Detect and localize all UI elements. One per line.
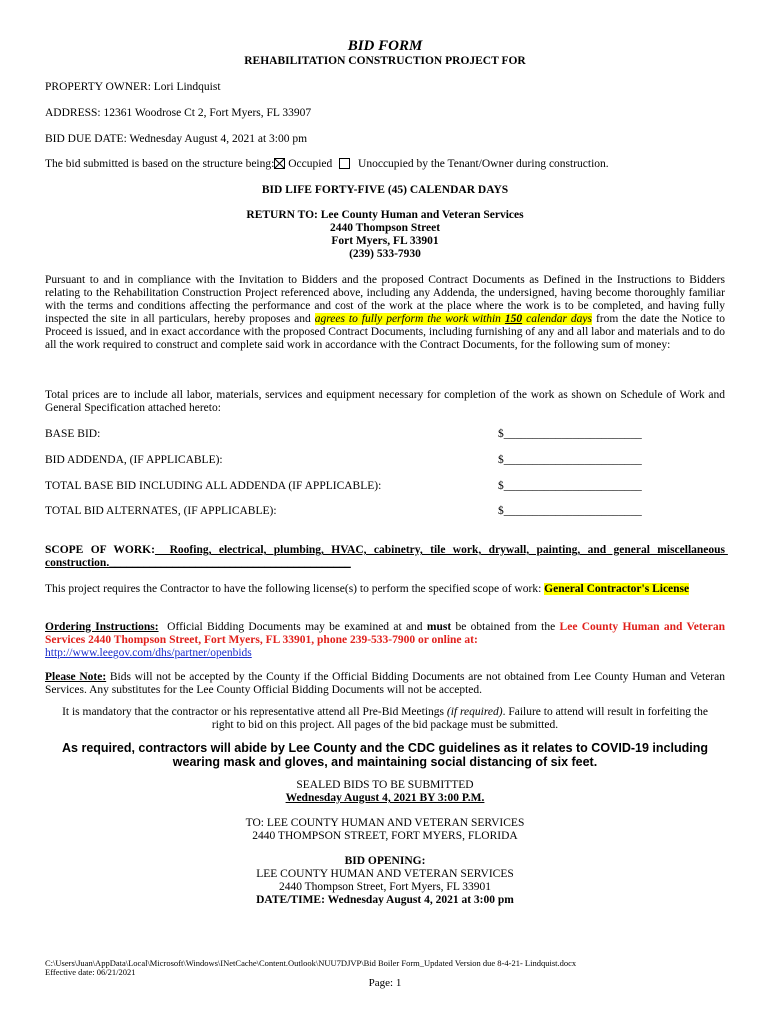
ordering-contact: Lee County Human and Veteran Services 2440 Thompson Street, Fort Myers, FL 33901, phone 239-533-7900 or online at: — [45, 621, 726, 646]
occupied-label: Occupied — [288, 158, 333, 170]
property-address: ADDRESS: 12361 Woodrose Ct 2, Fort Myers, FL 33907 — [45, 107, 312, 119]
sealed-bids-line1: SEALED BIDS TO BE SUBMITTED — [296, 779, 474, 791]
base-bid-label: BASE BID: — [45, 428, 101, 440]
highlight-text-a: agrees to fully perform the work within — [314, 313, 505, 325]
bid-life: BID LIFE FORTY-FIVE (45) CALENDAR DAYS — [261, 184, 509, 196]
mandatory-text-1: It is mandatory that the contractor or his representative attend all Pre-Bid Meetings — [62, 706, 447, 718]
return-to-line2: 2440 Thompson Street — [329, 222, 441, 234]
ordering-must: must — [426, 621, 452, 633]
page-title: BID FORM — [347, 38, 423, 54]
license-requirement — [45, 583, 725, 596]
ordering-text-1: Official Bidding Documents may be examined at and — [158, 621, 427, 633]
license-text: This project requires the Contractor to have the following license(s) to perform the specified scope of work: — [45, 583, 545, 595]
highlight-text-b: calendar days — [522, 313, 593, 325]
covid-guidelines: As required, contractors will abide by Lee County and the CDC guidelines as it relates to COVID-19 including wearing mask and gloves, and maintaining social distancing of six feet. — [62, 741, 708, 769]
openbids-link[interactable]: http://www.leegov.com/dhs/partner/openbids — [45, 647, 252, 659]
base-bid-amount: $________________________ — [498, 428, 642, 440]
checkmark-x-icon — [275, 159, 284, 168]
scope-text: Roofing, electrical, plumbing, HVAC, cabinetry, tile work, drywall, painting, and general miscellaneous construction.__________________________________________ — [45, 544, 728, 569]
calendar-days-value: 150 — [504, 313, 523, 325]
to-line1: TO: LEE COUNTY HUMAN AND VETERAN SERVICES — [245, 817, 525, 829]
mandatory-italic: (if required) — [446, 706, 503, 718]
ordering-text-2: be obtained from the — [451, 621, 560, 633]
proposal-paragraph — [45, 274, 725, 352]
scope-of-work — [45, 544, 728, 570]
bid-opening-line1: LEE COUNTY HUMAN AND VETERAN SERVICES — [256, 868, 514, 880]
please-note-text: Bids will not be accepted by the County if the Official Bidding Documents are not obtained from Lee County Human and Veteran Services. Any substitutes for the Lee County Official Bidding Documents will not be accepted. — [45, 671, 725, 696]
ordering-instructions — [45, 621, 725, 660]
bid-addenda-label: BID ADDENDA, (IF APPLICABLE): — [45, 454, 223, 466]
return-to-line3: Fort Myers, FL 33901 — [331, 235, 439, 247]
total-base-bid-amount: $________________________ — [498, 480, 642, 492]
footer-effective-date: Effective date: 06/21/2021 — [45, 967, 136, 977]
scope-label: SCOPE OF WORK: — [45, 544, 155, 556]
total-alternates-label: TOTAL BID ALTERNATES, (IF APPLICABLE): — [45, 505, 277, 517]
return-to-phone: (239) 533-7930 — [349, 248, 421, 260]
total-alternates-amount: $________________________ — [498, 505, 642, 517]
proposal-text-1: Pursuant to and in compliance with the Invitation to Bidders and the proposed Contract Documents as Defined in the Instructions to Bidders relating to the Rehabilitation Construction Project referenced above, including any Addenda, the undersigned, having become thoroughly familiar with the terms and conditions affecting the performance and cost of the work at the place where the work is to be completed, and having fully inspected the site in all particulars, hereby proposes and — [45, 274, 725, 325]
please-note — [45, 671, 725, 697]
unoccupied-checkbox — [339, 158, 350, 169]
license-type-highlight: General Contractor's License — [544, 583, 690, 595]
ordering-label: Ordering Instructions: — [45, 621, 159, 633]
unoccupied-label: Unoccupied by the Tenant/Owner during construction. — [358, 158, 609, 170]
total-prices-paragraph: Total prices are to include all labor, materials, services and equipment necessary for completion of the work as shown on Schedule of Work and General Specification attached hereto: — [45, 389, 725, 414]
sealed-bids-deadline: Wednesday August 4, 2021 BY 3:00 P.M. — [285, 792, 485, 804]
mandatory-text-2: . Failure to attend will result in forfeiting the right to bid on this project. All pages of the bid package must be submitted. — [211, 706, 708, 731]
bid-opening-datetime: DATE/TIME: Wednesday August 4, 2021 at 3:00 pm — [256, 894, 514, 906]
bid-opening-title: BID OPENING: — [344, 855, 426, 867]
to-line2: 2440 THOMPSON STREET, FORT MYERS, FLORIDA — [252, 830, 518, 842]
footer-file-path: C:\Users\Juan\AppData\Local\Microsoft\Windows\INetCache\Content.Outlook\NUU7DJVP\Bid Boiler Form_Updated Version due 8-4-21- Lindquist.docx — [45, 958, 577, 968]
mandatory-attendance — [55, 706, 715, 732]
proposal-text-2: from the date the Notice to Proceed is issued, and in exact accordance with the proposed Contract Documents, including furnishing of any and all labor and materials and to do all the work required to construct and complete said work in accordance with the Contract Documents, for the following sum of money: — [45, 313, 725, 351]
bid-due-date: BID DUE DATE: Wednesday August 4, 2021 at 3:00 pm — [45, 133, 308, 145]
occupied-checkbox — [274, 158, 285, 169]
return-to-line1: RETURN TO: Lee County Human and Veteran Services — [246, 209, 524, 221]
please-note-label: Please Note: — [45, 671, 107, 683]
property-owner: PROPERTY OWNER: Lori Lindquist — [45, 81, 221, 93]
page-number: Page: 1 — [368, 977, 402, 989]
total-base-bid-label: TOTAL BASE BID INCLUDING ALL ADDENDA (IF APPLICABLE): — [45, 480, 382, 492]
bid-opening-line2: 2440 Thompson Street, Fort Myers, FL 33901 — [278, 881, 492, 893]
perform-days-highlight — [315, 313, 592, 325]
page-subtitle: REHABILITATION CONSTRUCTION PROJECT FOR — [244, 55, 526, 67]
structure-line — [45, 158, 609, 171]
structure-lead: The bid submitted is based on the structure being: — [45, 158, 275, 170]
bid-addenda-amount: $________________________ — [498, 454, 642, 466]
